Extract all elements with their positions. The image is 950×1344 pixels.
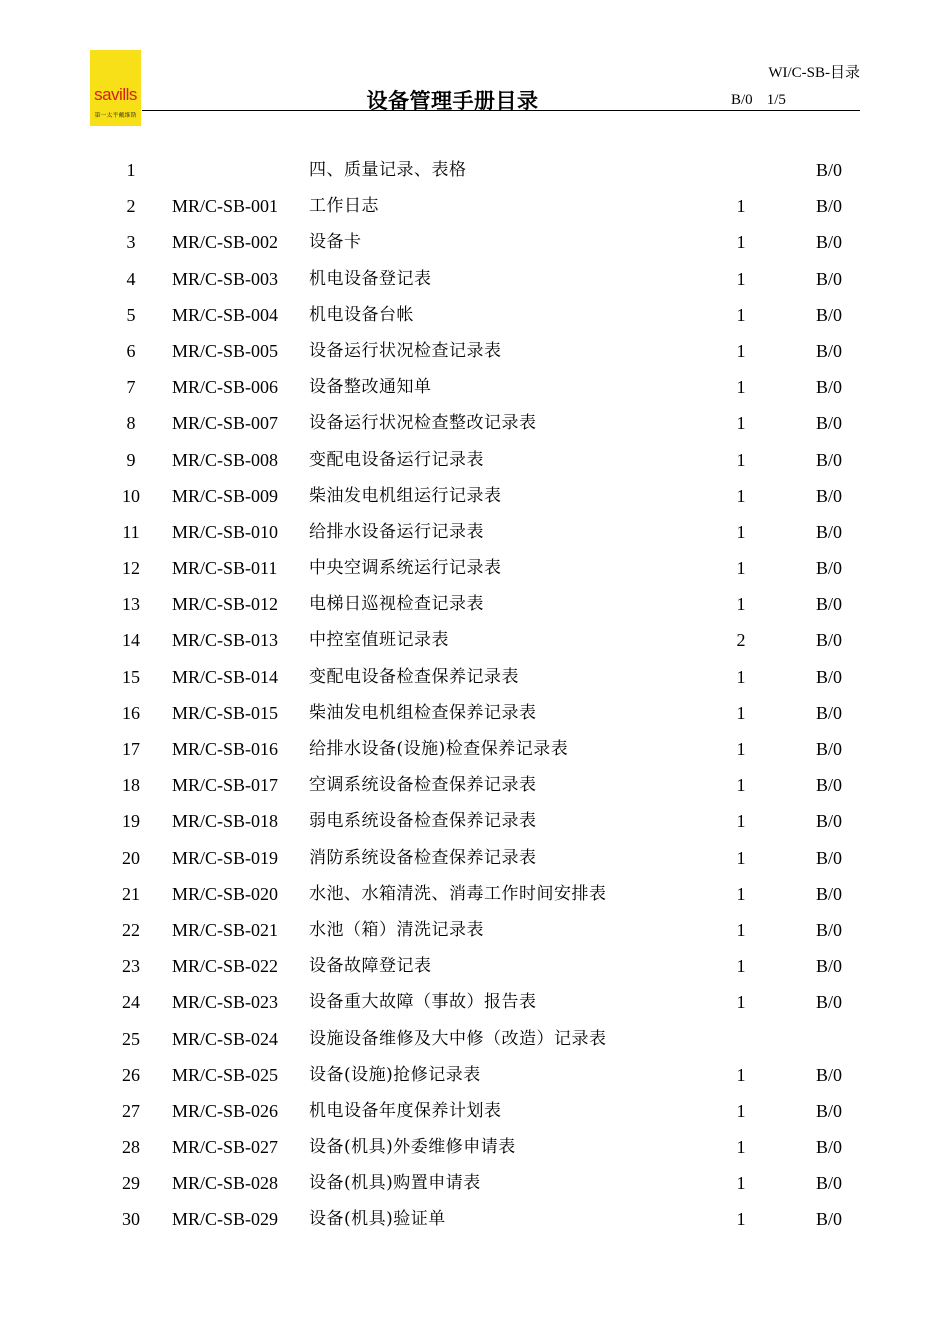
page-count: 1 [736, 594, 746, 615]
record-name: 电梯日巡视检查记录表 [309, 594, 484, 615]
revision-info [731, 92, 800, 109]
record-code: MR/C-SB-027 [172, 1137, 279, 1158]
toc-row [0, 405, 950, 441]
page-count: 1 [736, 1137, 746, 1158]
row-number: 26 [122, 1064, 140, 1085]
row-number: 29 [122, 1173, 140, 1194]
record-code: MR/C-SB-016 [172, 739, 279, 759]
record-name: 给排水设备运行记录表 [309, 521, 484, 542]
row-number: 21 [122, 883, 140, 904]
revision: B/0 [816, 160, 843, 180]
toc-row [0, 152, 950, 188]
revision: B/0 [816, 1173, 843, 1194]
row-number: 15 [122, 666, 140, 687]
row-number: 2 [126, 196, 136, 217]
record-name: 设施设备维修及大中修（改造）记录表 [309, 1028, 607, 1049]
row-number: 3 [126, 232, 136, 253]
row-number: 5 [126, 304, 136, 325]
row-number: 25 [122, 1028, 140, 1049]
record-name: 中央空调系统运行记录表 [309, 558, 502, 579]
record-name: 设备运行状况检查记录表 [309, 340, 502, 361]
record-code: MR/C-SB-009 [172, 485, 279, 506]
record-code: MR/C-SB-006 [172, 377, 279, 398]
toc-row [0, 840, 950, 876]
page-count: 1 [736, 847, 746, 868]
row-number: 6 [126, 340, 136, 361]
revision: B/0 [816, 883, 843, 904]
page-count: 1 [736, 485, 746, 506]
toc-row [0, 297, 950, 333]
row-number: 11 [122, 521, 140, 542]
record-name: 设备(机具)购置申请表 [309, 1173, 481, 1194]
toc-row [0, 478, 950, 514]
page-count: 1 [736, 666, 746, 687]
row-number: 28 [122, 1137, 140, 1158]
row-number: 23 [122, 956, 140, 977]
record-name: 设备卡 [309, 232, 362, 253]
record-code: MR/C-SB-014 [172, 666, 279, 687]
record-name: 变配电设备运行记录表 [309, 449, 484, 470]
revision: B/0 [816, 666, 843, 687]
row-number: 10 [122, 485, 140, 506]
revision: B/0 [816, 413, 843, 434]
revision: B/0 [816, 1100, 843, 1121]
page-count: 1 [736, 919, 746, 940]
revision: B/0 [816, 992, 843, 1013]
record-name: 工作日志 [309, 196, 379, 217]
record-code: MR/C-SB-015 [172, 702, 279, 723]
record-code: MR/C-SB-018 [172, 811, 279, 832]
page-count: 1 [736, 956, 746, 977]
record-code: MR/C-SB-026 [172, 1100, 279, 1121]
revision: B/0 [816, 956, 843, 977]
record-name: 给排水设备(设施)检查保养记录表 [309, 739, 569, 759]
record-code: MR/C-SB-024 [172, 1028, 279, 1049]
page-count: 1 [736, 268, 746, 289]
logo-subtitle: 第一太平戴维斯 [94, 112, 137, 119]
page-count: 1 [736, 340, 746, 361]
revision: B/0 [816, 1137, 843, 1158]
revision: B/0 [816, 739, 843, 759]
revision: B/0 [816, 1209, 843, 1230]
toc-row [0, 550, 950, 586]
revision: B/0 [816, 304, 843, 325]
record-name: 四、质量记录、表格 [309, 160, 467, 180]
revision: B/0 [816, 811, 843, 832]
row-number: 12 [122, 558, 140, 579]
revision: B/0 [816, 919, 843, 940]
record-code: MR/C-SB-005 [172, 340, 279, 361]
revision: B/0 [816, 630, 843, 651]
page-count: 1 [736, 449, 746, 470]
record-code: MR/C-SB-012 [172, 594, 279, 615]
toc-row [0, 1129, 950, 1165]
record-code: MR/C-SB-023 [172, 992, 279, 1013]
page-count: 1 [736, 1100, 746, 1121]
page-count: 1 [736, 992, 746, 1013]
toc-row [0, 261, 950, 297]
page-count: 1 [736, 521, 746, 542]
revision: B/0 [816, 521, 843, 542]
record-code: MR/C-SB-008 [172, 449, 279, 470]
record-code: MR/C-SB-010 [172, 521, 279, 542]
record-code: MR/C-SB-017 [172, 775, 279, 796]
record-name: 变配电设备检查保养记录表 [309, 666, 519, 687]
toc-row [0, 1057, 950, 1093]
revision: B/0 [816, 558, 843, 579]
toc-row [0, 912, 950, 948]
record-code: MR/C-SB-029 [172, 1209, 279, 1230]
record-code: MR/C-SB-025 [172, 1064, 279, 1085]
record-name: 弱电系统设备检查保养记录表 [309, 811, 537, 832]
toc-row [0, 659, 950, 695]
page-count: 1 [736, 558, 746, 579]
row-number: 13 [122, 594, 140, 615]
record-code: MR/C-SB-019 [172, 847, 279, 868]
revision: B/0 [816, 268, 843, 289]
record-code: MR/C-SB-028 [172, 1173, 279, 1194]
page-number: 1/5 [766, 92, 786, 108]
toc-row [0, 586, 950, 622]
savills-logo [90, 50, 141, 126]
revision: B/0 [816, 1064, 843, 1085]
toc-row [0, 948, 950, 984]
row-number: 1 [126, 160, 136, 180]
toc-row [0, 188, 950, 224]
row-number: 19 [122, 811, 140, 832]
toc-row [0, 803, 950, 839]
toc-row [0, 1201, 950, 1237]
revision: B/0 [816, 377, 843, 398]
record-name: 设备运行状况检查整改记录表 [309, 413, 537, 434]
record-code: MR/C-SB-003 [172, 268, 279, 289]
toc-row [0, 1165, 950, 1201]
toc-row [0, 442, 950, 478]
page-count: 1 [736, 1173, 746, 1194]
record-name: 机电设备年度保养计划表 [309, 1100, 502, 1121]
row-number: 4 [126, 268, 136, 289]
page-count: 1 [736, 883, 746, 904]
row-number: 18 [122, 775, 140, 796]
toc-row [0, 1021, 950, 1057]
revision: B/0 [816, 449, 843, 470]
record-code: MR/C-SB-004 [172, 304, 279, 325]
record-name: 机电设备登记表 [309, 268, 432, 289]
record-name: 水池、水箱清洗、消毒工作时间安排表 [309, 883, 607, 904]
record-name: 中控室值班记录表 [309, 630, 449, 651]
row-number: 8 [126, 413, 136, 434]
toc-row [0, 1093, 950, 1129]
toc-row [0, 369, 950, 405]
revision: B/0 [816, 847, 843, 868]
page-count: 1 [736, 739, 746, 759]
toc-row [0, 731, 950, 767]
row-number: 9 [126, 449, 136, 470]
revision: B/0 [816, 232, 843, 253]
document-code: WI/C-SB-目录 [768, 65, 860, 81]
row-number: 16 [122, 702, 140, 723]
revision: B/0 [816, 775, 843, 796]
revision: B/0 [816, 485, 843, 506]
page-count: 1 [736, 377, 746, 398]
page-count: 1 [736, 196, 746, 217]
row-number: 30 [122, 1209, 140, 1230]
record-name: 柴油发电机组检查保养记录表 [309, 702, 537, 723]
toc-row [0, 695, 950, 731]
record-name: 设备重大故障（事故）报告表 [309, 992, 537, 1013]
table-of-contents [0, 152, 950, 1238]
page-count: 1 [736, 811, 746, 832]
toc-row [0, 514, 950, 550]
page-count: 1 [736, 702, 746, 723]
header-divider [142, 110, 860, 111]
record-name: 设备整改通知单 [309, 377, 432, 398]
toc-row [0, 224, 950, 260]
page-count: 1 [736, 1209, 746, 1230]
record-code: MR/C-SB-022 [172, 956, 279, 977]
row-number: 20 [122, 847, 140, 868]
row-number: 22 [122, 919, 140, 940]
row-number: 14 [122, 630, 140, 651]
toc-row [0, 876, 950, 912]
page-title: 设备管理手册目录 [366, 89, 539, 113]
page-count: 1 [736, 413, 746, 434]
page-count: 1 [736, 775, 746, 796]
revision: B/0 [816, 594, 843, 615]
record-name: 消防系统设备检查保养记录表 [309, 847, 537, 868]
toc-row [0, 622, 950, 658]
record-code: MR/C-SB-013 [172, 630, 279, 651]
record-name: 设备故障登记表 [309, 956, 432, 977]
record-name: 设备(设施)抢修记录表 [309, 1064, 481, 1085]
record-code: MR/C-SB-020 [172, 883, 279, 904]
record-code: MR/C-SB-007 [172, 413, 279, 434]
toc-row [0, 984, 950, 1020]
revision: B/0 [816, 196, 843, 217]
page-count: 1 [736, 304, 746, 325]
record-code: MR/C-SB-001 [172, 196, 279, 217]
record-code: MR/C-SB-002 [172, 232, 279, 253]
page-count: 1 [736, 232, 746, 253]
toc-row [0, 767, 950, 803]
revision-number: B/0 [731, 92, 753, 108]
row-number: 24 [122, 992, 140, 1013]
page-count: 2 [736, 630, 746, 651]
toc-row [0, 333, 950, 369]
record-name: 水池（箱）清洗记录表 [309, 919, 484, 940]
row-number: 17 [122, 739, 140, 759]
row-number: 27 [122, 1100, 140, 1121]
revision: B/0 [816, 702, 843, 723]
record-code: MR/C-SB-011 [172, 558, 278, 579]
row-number: 7 [126, 377, 136, 398]
page-count: 1 [736, 1064, 746, 1085]
record-name: 设备(机具)验证单 [309, 1209, 446, 1230]
record-name: 设备(机具)外委维修申请表 [309, 1137, 516, 1158]
revision: B/0 [816, 340, 843, 361]
logo-wordmark: savills [94, 85, 137, 104]
record-name: 柴油发电机组运行记录表 [309, 485, 502, 506]
record-name: 机电设备台帐 [309, 304, 414, 325]
record-name: 空调系统设备检查保养记录表 [309, 775, 537, 796]
record-code: MR/C-SB-021 [172, 919, 279, 940]
